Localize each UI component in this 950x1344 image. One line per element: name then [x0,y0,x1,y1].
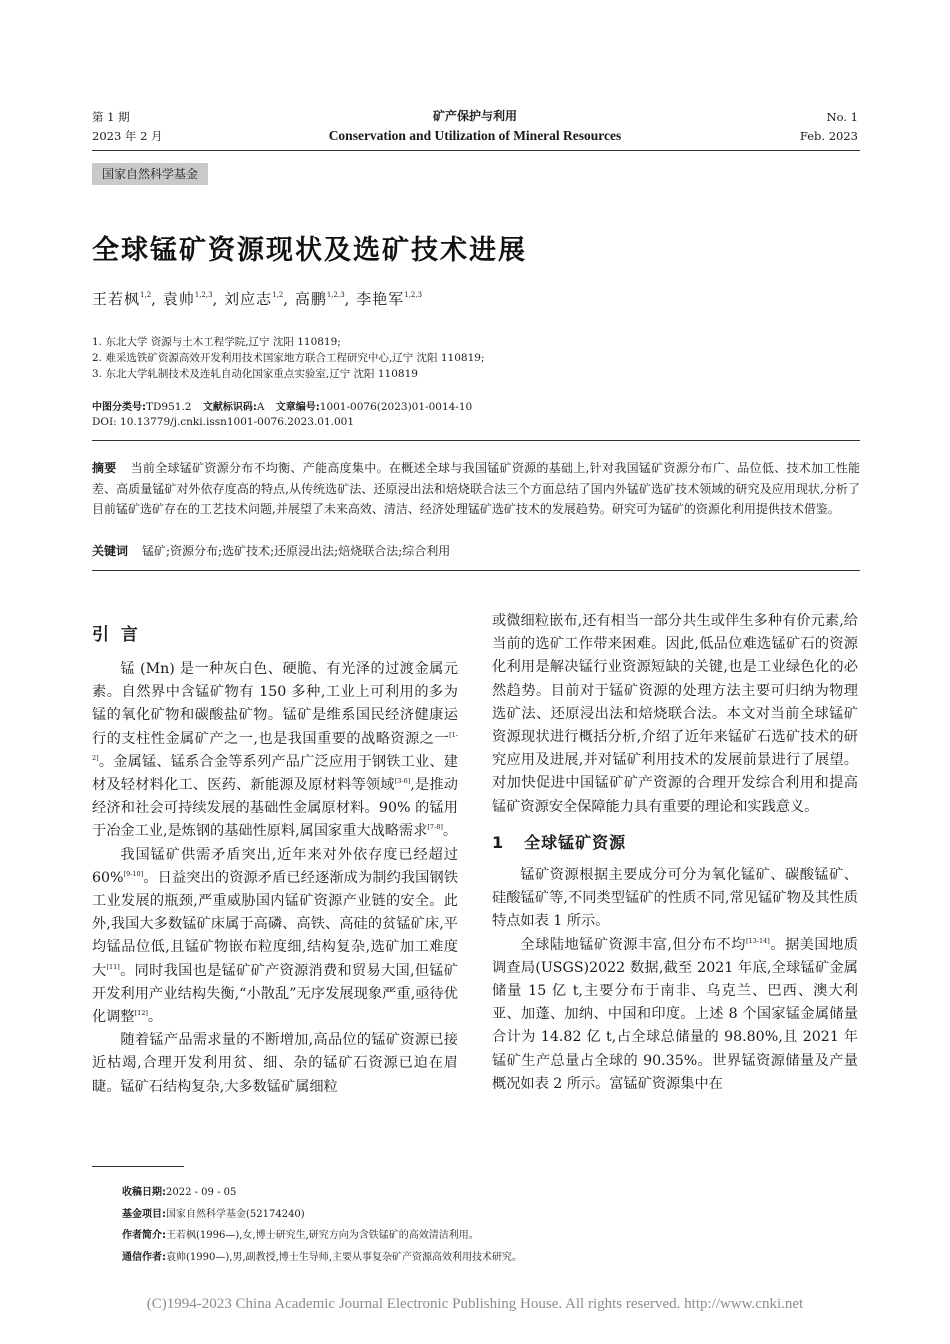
footnote-label: 基金项目: [122,1208,166,1220]
article-number-value: 1001-0076(2023)01-0014-10 [319,401,473,413]
date-en: Feb. 2023 [799,129,858,143]
citation: [1-2] [92,730,458,762]
article-title: 全球锰矿资源现状及选矿技术进展 [92,235,527,266]
body-column-left [92,658,458,1099]
footnote-value: 王若枫(1996—),女,博士研究生,研究方向为含铁锰矿的高效清洁利用。 [166,1230,479,1241]
text-run: 。 [442,823,458,840]
footnote-value: 2022 - 09 - 05 [166,1187,237,1198]
affiliations [92,334,485,382]
citation: [7-8] [427,823,443,832]
author-affiliation-sup: 1,2 [272,291,284,299]
footnote-author [122,1225,522,1247]
citation: [3-6] [394,777,411,786]
paragraph [92,844,458,1030]
doc-code-label: 文献标识码: [202,402,257,413]
author-name: 刘应志 [224,290,273,308]
paragraph [92,658,458,844]
author-affiliation-sup: 1,2 [140,291,152,299]
text-run: 。金属锰、锰系合金等系列产品广泛应用于钢铁工业、建材及轻材料化工、医药、新能源及原材料等领域 [92,753,458,794]
affiliation-item: 1. 东北大学 资源与土木工程学院,辽宁 沈阳 110819; [92,336,341,348]
text-run: 全球陆地锰矿资源丰富,但分布不均 [520,936,746,953]
text-run: 我国锰矿供需矛盾突出,近年来对外依存度已经超过 60% [92,846,458,886]
author-separator: , [283,290,290,308]
footnote-label: 作者简介: [122,1230,166,1241]
keywords-label: 关键词 [92,544,129,558]
author-separator: , [344,290,351,308]
journal-name-en: Conservation and Utilization of Mineral Resources [328,128,622,143]
footnote-label: 通信作者: [122,1251,166,1263]
text-run: 。日益突出的资源矛盾已经逐渐成为制约我国钢铁工业发展的瓶颈,严重威胁国内锰矿资源产业链的安全。此外,我国大多数锰矿床属于高磷、高铁、高硅的贫锰矿床,平均锰品位低,且锰矿物嵌布粒度细,结构复杂,选矿加工难度大 [92,869,458,979]
author-name: 李艳军 [356,290,405,308]
text-run: 。 [147,1009,163,1026]
article-number-label: 文章编号: [275,402,320,413]
paragraph-continued: 或微细粒嵌布,还有相当一部分共生或伴生多种有价元素,给当前的选矿工作带来困难。因此,低品位难选锰矿石的资源化利用是解决锰行业资源短缺的关键,也是工业绿色化的必然趋势。目前对于锰矿资源的处理方法主要可归纳为物理选矿法、还原浸出法和焙烧联合法。本文对当前全球锰矿资源现状进行概括分析,介绍了近年来锰矿石选矿技术的研究应用及进展,并对锰矿利用技术的发展前景进行了展望。对加快促进中国锰矿矿产资源的合理开发综合利用和提高锰矿资源安全保障能力具有重要的理论和实践意义。 [492,613,858,815]
body-column-right [492,610,858,1096]
affiliation-item: 3. 东北大学轧制技术及连轧自动化国家重点实验室,辽宁 沈阳 110819 [92,368,418,380]
classification-line [92,400,472,415]
author-name: 高鹏 [294,290,327,308]
author-affiliation-sup: 1,2,3 [326,291,345,299]
paragraph: 随着锰产品需求量的不断增加,高品位的锰矿资源已接近枯竭,合理开发利用贫、细、杂的锰矿石资源已迫在眉睫。锰矿石结构复杂,大多数锰矿属细粒 [92,1032,458,1095]
journal-name-cn: 矿产保护与利用 [432,109,517,123]
article-metadata [92,400,472,430]
header-rule [92,150,860,151]
author-separator: , [212,290,219,308]
footnote-value: 袁帅(1990—),男,副教授,博士生导师,主要从事复杂矿产资源高效利用技术研究。 [166,1251,522,1263]
text-run: 。同时我国也是锰矿矿产资源消费和贸易大国,但锰矿开发利用产业结构失衡,“小散乱”无序发展现象严重,亟待优化调整 [92,962,458,1026]
footnote-fund [122,1204,522,1226]
doc-code-value: A [256,401,265,413]
running-header-right [800,108,858,146]
author-separator: , [151,290,157,308]
author-affiliation-sup: 1,2,3 [194,291,213,299]
citation: [9-10] [123,869,144,878]
citation: [12] [134,1009,148,1018]
affiliation-item: 2. 难采选铁矿资源高效开发利用技术国家地方联合工程研究中心,辽宁 沈阳 110819; [92,352,485,364]
citation: [13-14] [745,936,770,945]
footnotes [122,1182,522,1268]
meta-rule [92,440,860,441]
author-name: 袁帅 [162,290,195,308]
paragraph: 锰矿资源根据主要成分可分为氧化锰矿、碳酸锰矿、硅酸锰矿等,不同类型锰矿的性质不同,常见锰矿物及其性质特点如表 1 所示。 [492,867,858,930]
citation: [11] [106,962,120,971]
abstract-label: 摘要 [92,461,117,475]
issue-cn: 第 1 期 [92,110,130,124]
footnote-received [122,1182,522,1204]
author-affiliation-sup: 1,2,3 [404,291,423,299]
section-tag: 国家自然科学基金 [92,163,208,185]
footnote-label: 收稿日期: [122,1187,166,1198]
text-run: ,是推动经济和社会可持续发展的基础性金属原材料。90% 的锰用于冶金工业,是炼钢的基础性原料,属国家重大战略需求 [92,777,458,840]
text-run: 。据美国地质调查局(USGS)2022 数据,截至 2021 年底,全球锰矿金属储量 15 亿 t,主要分布于南非、乌克兰、巴西、澳大利亚、加蓬、加纳、中国和印度。上述 8 个国家锰金属储量合计为 14.82 亿 t,占全球总储量的 98.80%,且 2021 年锰矿生产总量占全球的 90.35%。世界锰资源储量及产量概况如表 2 所示。富锰矿资源集中在 [492,936,858,1092]
issue-en: No. 1 [826,110,858,124]
clc-value: TD951.2 [146,401,192,413]
keywords-text: 锰矿;资源分布;选矿技术;还原浸出法;焙烧联合法;综合利用 [142,544,451,558]
doi: DOI: 10.13779/j.cnki.issn1001-0076.2023.01.001 [92,416,355,428]
author-list [92,288,422,309]
abstract [92,458,860,520]
date-cn: 2023 年 2 月 [92,129,163,143]
author-name: 王若枫 [92,290,141,308]
abstract-text: 当前全球锰矿资源分布不均衡、产能高度集中。在概述全球与我国锰矿资源的基础上,针对我国锰矿资源分布广、品位低、技术加工性能差、高质量锰矿对外依存度高的特点,从传统选矿法、还原浸出法和焙烧联合法三个方面总结了国内外锰矿选矿技术领域的研究及应用现状,分析了目前锰矿选矿存在的工艺技术问题,并展望了未来高效、清洁、经济处理锰矿选矿技术的发展趋势。研究可为锰矿的资源化利用提供技术借鉴。 [92,461,860,516]
copyright-notice: (C)1994-2023 China Academic Journal Electronic Publishing House. All rights reserved. http://www.cnki.net [146,1296,804,1312]
footnote-rule [92,1166,184,1167]
text-run: 锰 (Mn) 是一种灰白色、硬脆、有光泽的过渡金属元素。自然界中含锰矿物有 150 多种,工业上可利用的多为锰的氧化矿物和碳酸盐矿物。锰矿是维系国民经济健康运行的支柱性金属矿产之一,也是我国重要的战略资源之一 [92,661,458,747]
clc-label: 中图分类号: [92,402,146,413]
keywords [92,541,450,561]
section-number: 1 [492,832,505,852]
intro-heading: 引 言 [92,625,141,645]
section-heading-1 [492,831,858,854]
footnote-value: 国家自然科学基金(52174240) [166,1208,305,1220]
abstract-rule [92,570,860,571]
paragraph [492,934,858,1096]
section-title: 全球锰矿资源 [524,832,627,852]
footnote-corresponding [122,1247,522,1269]
